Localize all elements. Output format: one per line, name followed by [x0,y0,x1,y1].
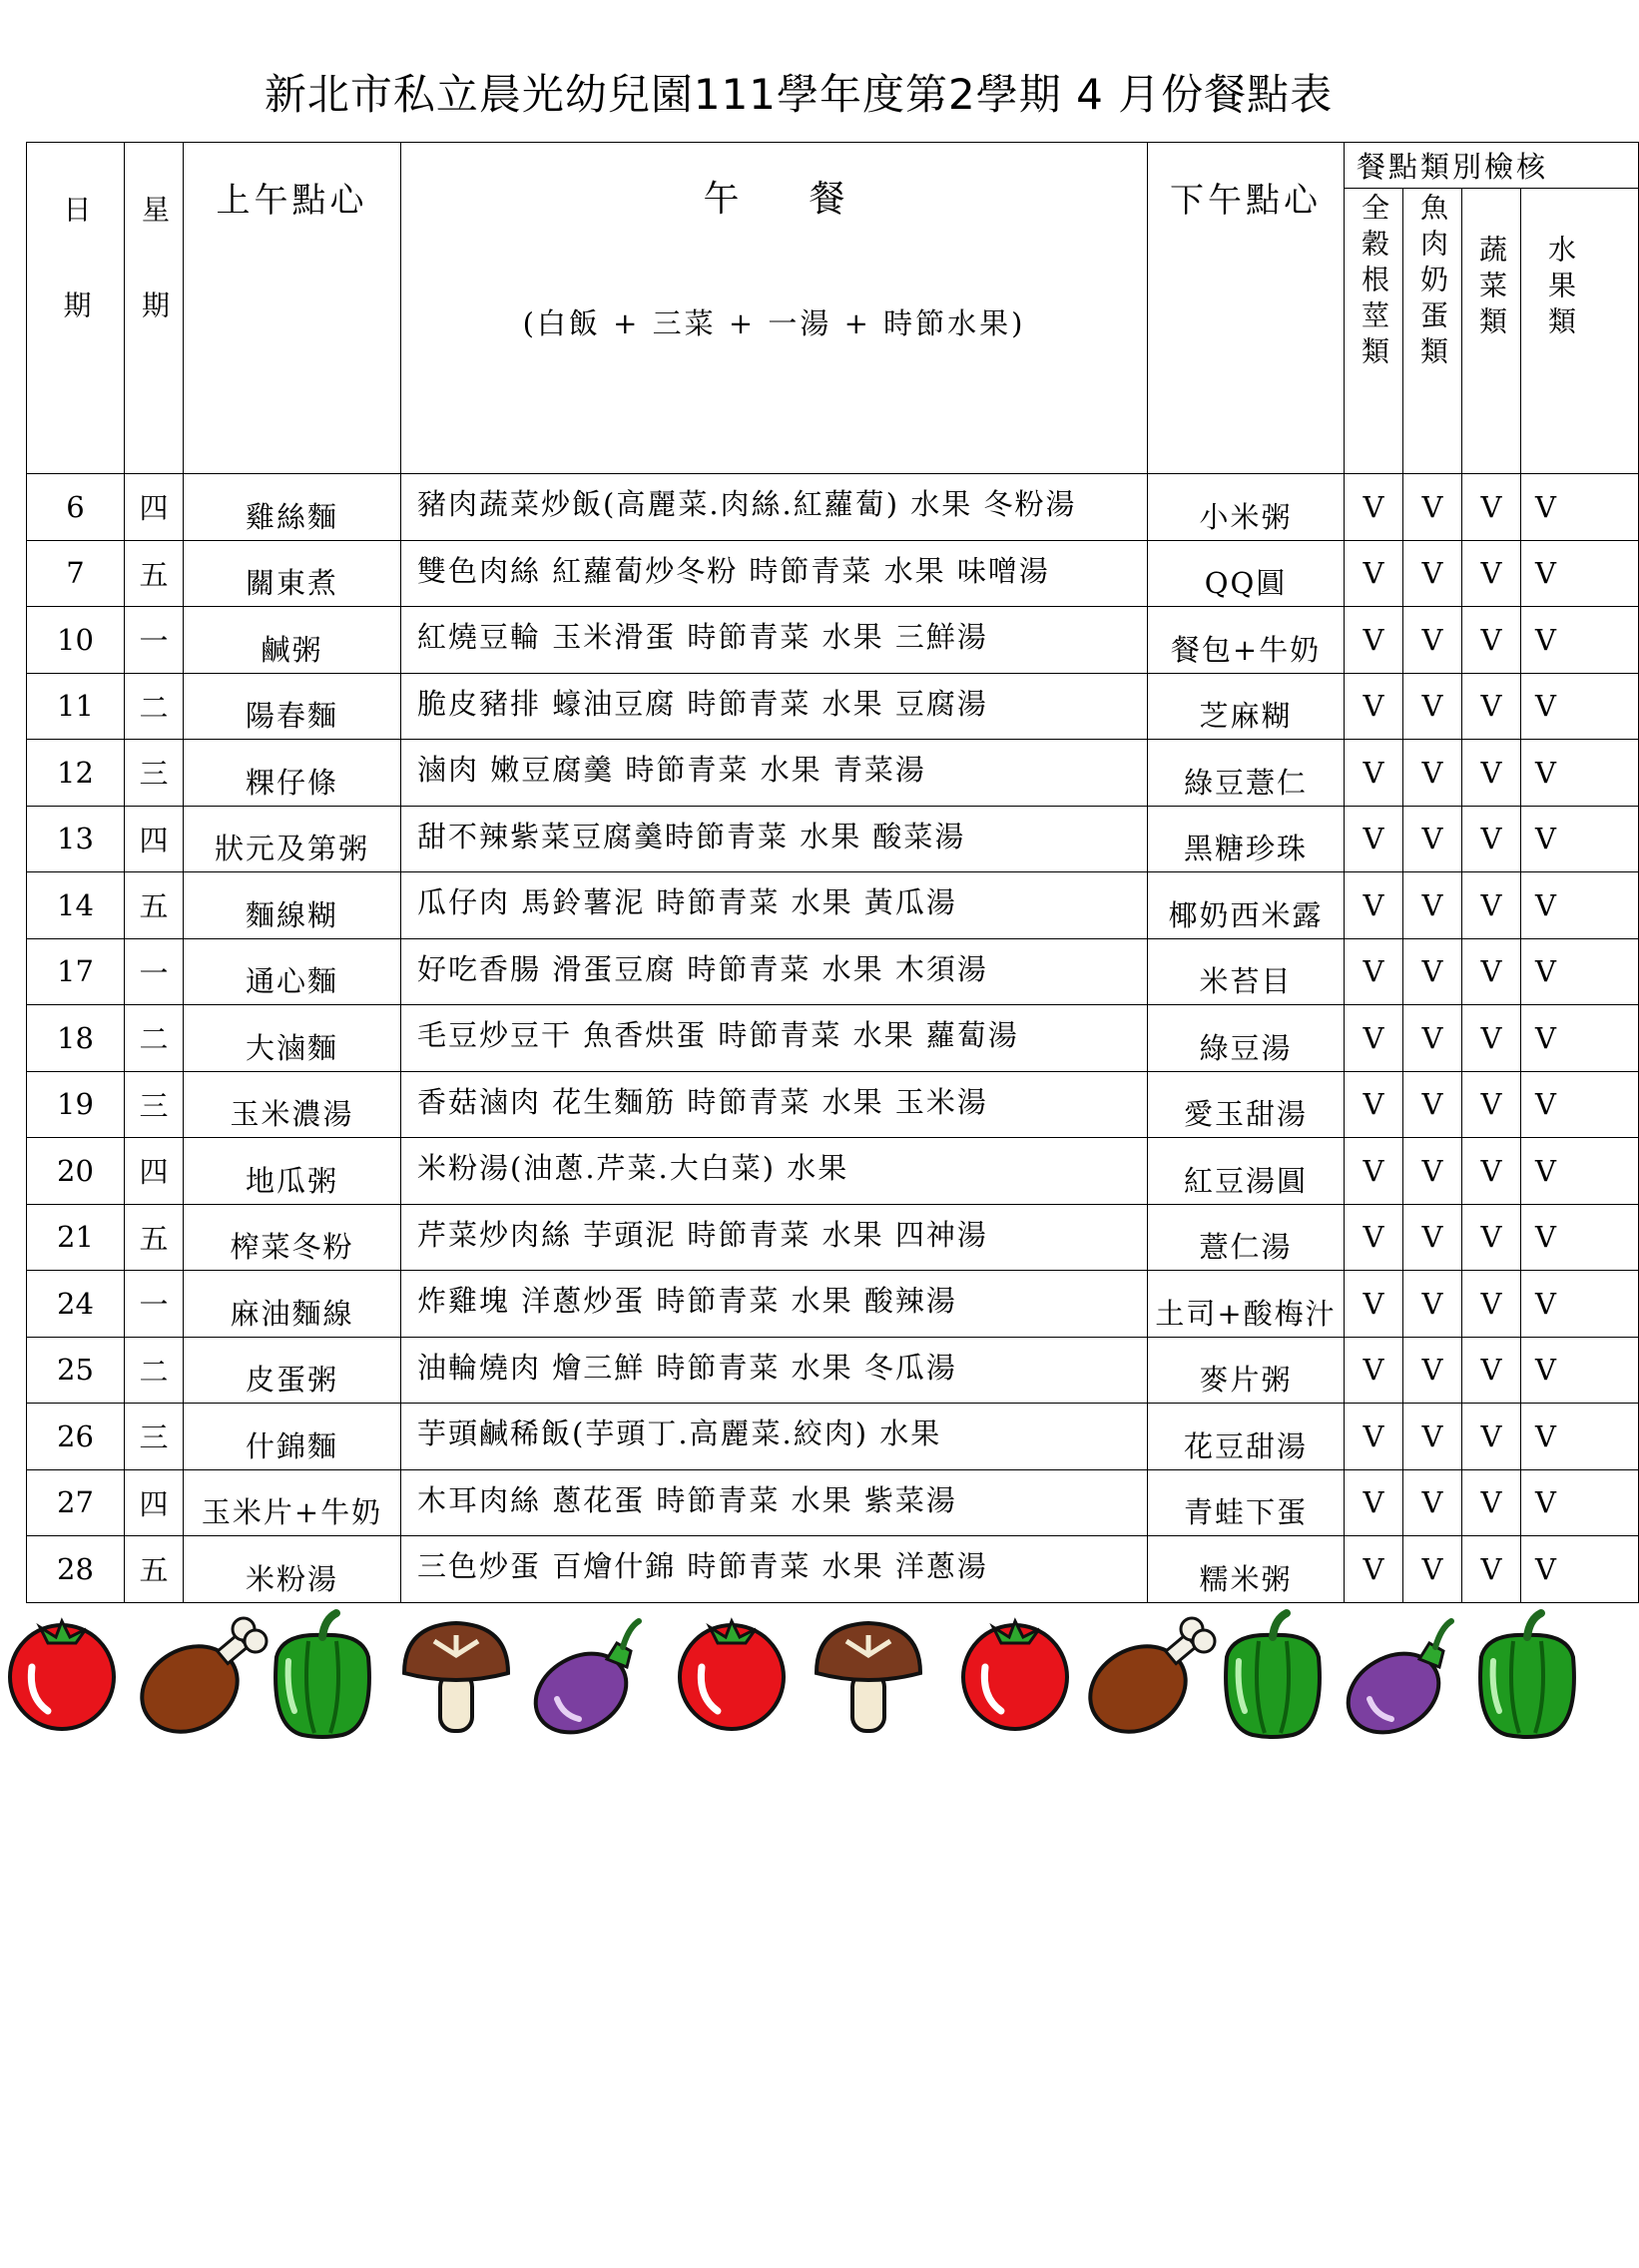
header-check-grain-label: 全穀根莖類 [1358,193,1390,372]
green-pepper-icon [275,1613,369,1737]
check-mark: V [1345,872,1403,939]
check-mark: V [1345,1404,1403,1470]
weekday-cell: 三 [125,1404,184,1470]
am-snack-cell: 皮蛋粥 [184,1337,401,1404]
date-cell: 6 [27,474,125,541]
header-weekday-label: 星期 [138,195,171,386]
check-mark: V [1521,1204,1639,1271]
check-mark: V [1521,740,1639,807]
pm-snack-cell: 糯米粥 [1148,1536,1345,1603]
check-mark: V [1462,1271,1521,1338]
lunch-cell: 米粉湯(油蔥.芹菜.大白菜) 水果 [401,1138,1148,1205]
weekday-cell: 二 [125,673,184,740]
date-cell: 25 [27,1337,125,1404]
am-snack-cell: 狀元及第粥 [184,806,401,872]
pm-snack-cell: 花豆甜湯 [1148,1404,1345,1470]
check-mark: V [1521,1404,1639,1470]
check-mark: V [1521,1271,1639,1338]
check-mark: V [1462,938,1521,1005]
table-row [27,806,1639,872]
lunch-cell: 紅燒豆輪 玉米滑蛋 時節青菜 水果 三鮮湯 [401,607,1148,674]
am-snack-cell: 大滷麵 [184,1005,401,1072]
weekday-cell: 四 [125,1138,184,1205]
weekday-cell: 二 [125,1337,184,1404]
pm-snack-cell: 青蛙下蛋 [1148,1469,1345,1536]
date-cell: 24 [27,1271,125,1338]
check-mark: V [1521,938,1639,1005]
check-mark: V [1521,673,1639,740]
check-mark: V [1345,1337,1403,1404]
check-mark: V [1403,607,1462,674]
tomato-icon [963,1621,1067,1729]
check-mark: V [1521,1536,1639,1603]
header-check-title: 餐點類別檢核 [1345,143,1639,189]
check-mark: V [1403,1469,1462,1536]
lunch-cell: 芋頭鹹稀飯(芋頭丁.高麗菜.絞肉) 水果 [401,1404,1148,1470]
date-cell: 17 [27,938,125,1005]
header-check-grain [1345,189,1403,474]
pm-snack-cell: 小米粥 [1148,474,1345,541]
check-mark: V [1521,474,1639,541]
table-row [27,872,1639,939]
date-cell: 12 [27,740,125,807]
date-cell: 18 [27,1005,125,1072]
lunch-cell: 滷肉 嫩豆腐羹 時節青菜 水果 青菜湯 [401,740,1148,807]
weekday-cell: 二 [125,1005,184,1072]
date-cell: 19 [27,1071,125,1138]
eggplant-icon [1334,1621,1452,1748]
pm-snack-cell: 紅豆湯圓 [1148,1138,1345,1205]
header-lunch [401,143,1148,474]
food-decoration-strip [0,1607,1554,1747]
weekday-cell: 五 [125,1204,184,1271]
table-row [27,673,1639,740]
check-mark: V [1521,872,1639,939]
check-mark: V [1462,872,1521,939]
check-mark: V [1345,607,1403,674]
pm-snack-cell: 薏仁湯 [1148,1204,1345,1271]
lunch-cell: 油輪燒肉 燴三鮮 時節青菜 水果 冬瓜湯 [401,1337,1148,1404]
header-pm-snack-label: 下午點心 [1170,181,1322,221]
header-check-fruit [1521,189,1639,474]
pm-snack-cell: 綠豆薏仁 [1148,740,1345,807]
table-row [27,1138,1639,1205]
am-snack-cell: 粿仔條 [184,740,401,807]
table-row [27,607,1639,674]
check-mark: V [1403,474,1462,541]
drumstick-icon [127,1618,267,1749]
check-mark: V [1462,1536,1521,1603]
check-mark: V [1345,1536,1403,1603]
am-snack-cell: 通心麵 [184,938,401,1005]
check-mark: V [1345,740,1403,807]
check-mark: V [1345,1005,1403,1072]
table-row [27,1404,1639,1470]
header-check-protein [1403,189,1462,474]
date-cell: 14 [27,872,125,939]
weekday-cell: 一 [125,938,184,1005]
pm-snack-cell: 餐包+牛奶 [1148,607,1345,674]
lunch-cell: 木耳肉絲 蔥花蛋 時節青菜 水果 紫菜湯 [401,1469,1148,1536]
lunch-cell: 芹菜炒肉絲 芋頭泥 時節青菜 水果 四神湯 [401,1204,1148,1271]
check-mark: V [1403,1204,1462,1271]
check-mark: V [1462,474,1521,541]
check-mark: V [1345,1469,1403,1536]
header-check-protein-label: 魚肉奶蛋類 [1416,193,1449,372]
check-mark: V [1403,1005,1462,1072]
weekday-cell: 三 [125,740,184,807]
check-mark: V [1462,1071,1521,1138]
drumstick-icon [1075,1618,1215,1749]
green-pepper-icon [1226,1613,1320,1737]
table-row [27,1204,1639,1271]
weekday-cell: 一 [125,607,184,674]
pm-snack-cell: 椰奶西米露 [1148,872,1345,939]
date-cell: 27 [27,1469,125,1536]
check-mark: V [1403,740,1462,807]
check-mark: V [1345,1271,1403,1338]
table-row [27,1005,1639,1072]
lunch-cell: 三色炒蛋 百燴什錦 時節青菜 水果 洋蔥湯 [401,1536,1148,1603]
header-check-veg-label: 蔬菜類 [1475,235,1508,342]
mushroom-icon [404,1623,508,1731]
weekday-cell: 五 [125,1536,184,1603]
check-mark: V [1345,806,1403,872]
table-row [27,1337,1639,1404]
check-mark: V [1403,1404,1462,1470]
table-row [27,1271,1639,1338]
check-mark: V [1403,1071,1462,1138]
check-mark: V [1403,673,1462,740]
weekday-cell: 五 [125,540,184,607]
eggplant-icon [521,1621,640,1748]
check-mark: V [1462,1005,1521,1072]
check-mark: V [1403,540,1462,607]
am-snack-cell: 關東煮 [184,540,401,607]
am-snack-cell: 地瓜粥 [184,1138,401,1205]
date-cell: 11 [27,673,125,740]
check-mark: V [1403,1138,1462,1205]
header-am-snack [184,143,401,474]
date-cell: 20 [27,1138,125,1205]
date-cell: 26 [27,1404,125,1470]
lunch-cell: 脆皮豬排 蠔油豆腐 時節青菜 水果 豆腐湯 [401,673,1148,740]
table-row [27,1469,1639,1536]
lunch-cell: 瓜仔肉 馬鈴薯泥 時節青菜 水果 黃瓜湯 [401,872,1148,939]
tomato-icon [680,1621,784,1729]
tomato-icon [10,1621,114,1729]
green-pepper-icon [1480,1613,1574,1737]
lunch-cell: 甜不辣紫菜豆腐羹時節青菜 水果 酸菜湯 [401,806,1148,872]
weekday-cell: 四 [125,806,184,872]
pm-snack-cell: 芝麻糊 [1148,673,1345,740]
pm-snack-cell: 綠豆湯 [1148,1005,1345,1072]
weekday-cell: 一 [125,1271,184,1338]
check-mark: V [1462,540,1521,607]
lunch-cell: 香菇滷肉 花生麵筋 時節青菜 水果 玉米湯 [401,1071,1148,1138]
check-mark: V [1345,1071,1403,1138]
header-pm-snack [1148,143,1345,474]
check-mark: V [1403,1271,1462,1338]
check-mark: V [1345,938,1403,1005]
header-lunch-label: 午餐 [703,179,915,220]
check-mark: V [1462,607,1521,674]
check-mark: V [1521,1469,1639,1536]
check-mark: V [1521,806,1639,872]
am-snack-cell: 米粉湯 [184,1536,401,1603]
check-mark: V [1521,1337,1639,1404]
check-mark: V [1345,540,1403,607]
weekday-cell: 五 [125,872,184,939]
table-row [27,938,1639,1005]
check-mark: V [1345,673,1403,740]
table-row [27,474,1639,541]
am-snack-cell: 鹹粥 [184,607,401,674]
check-mark: V [1403,872,1462,939]
check-mark: V [1403,1536,1462,1603]
check-mark: V [1403,806,1462,872]
weekday-cell: 四 [125,1469,184,1536]
check-mark: V [1345,1204,1403,1271]
header-lunch-sub: (白飯 + 三菜 + 一湯 + 時節水果) [522,306,1026,340]
am-snack-cell: 麻油麵線 [184,1271,401,1338]
lunch-cell: 豬肉蔬菜炒飯(高麗菜.肉絲.紅蘿蔔) 水果 冬粉湯 [401,474,1148,541]
header-check-fruit-label: 水果類 [1544,235,1577,342]
mushroom-icon [817,1623,920,1731]
table-row [27,740,1639,807]
lunch-cell: 雙色肉絲 紅蘿蔔炒冬粉 時節青菜 水果 味噌湯 [401,540,1148,607]
check-mark: V [1521,1071,1639,1138]
check-mark: V [1521,1005,1639,1072]
am-snack-cell: 陽春麵 [184,673,401,740]
pm-snack-cell: 愛玉甜湯 [1148,1071,1345,1138]
table-row [27,540,1639,607]
check-mark: V [1521,607,1639,674]
check-mark: V [1462,1404,1521,1470]
am-snack-cell: 玉米片+牛奶 [184,1469,401,1536]
check-mark: V [1462,1138,1521,1205]
check-mark: V [1521,540,1639,607]
am-snack-cell: 玉米濃湯 [184,1071,401,1138]
check-mark: V [1462,1469,1521,1536]
date-cell: 10 [27,607,125,674]
date-cell: 28 [27,1536,125,1603]
header-date-label: 日期 [59,195,93,386]
check-mark: V [1462,673,1521,740]
page-title: 新北市私立晨光幼兒園111學年度第2學期 4 月份餐點表 [264,70,1334,119]
check-mark: V [1462,1337,1521,1404]
header-check-veg [1462,189,1521,474]
pm-snack-cell: 土司+酸梅汁 [1148,1271,1345,1338]
header-weekday [125,143,184,474]
check-mark: V [1462,740,1521,807]
am-snack-cell: 麵線糊 [184,872,401,939]
date-cell: 13 [27,806,125,872]
check-mark: V [1403,1337,1462,1404]
am-snack-cell: 雞絲麵 [184,474,401,541]
table-row [27,1536,1639,1603]
check-mark: V [1462,806,1521,872]
lunch-cell: 毛豆炒豆干 魚香烘蛋 時節青菜 水果 蘿蔔湯 [401,1005,1148,1072]
pm-snack-cell: 黑糖珍珠 [1148,806,1345,872]
header-date [27,143,125,474]
pm-snack-cell: 米苔目 [1148,938,1345,1005]
weekday-cell: 四 [125,474,184,541]
check-mark: V [1345,474,1403,541]
check-mark: V [1521,1138,1639,1205]
date-cell: 7 [27,540,125,607]
table-row [27,1071,1639,1138]
date-cell: 21 [27,1204,125,1271]
pm-snack-cell: 麥片粥 [1148,1337,1345,1404]
am-snack-cell: 什錦麵 [184,1404,401,1470]
lunch-cell: 好吃香腸 滑蛋豆腐 時節青菜 水果 木須湯 [401,938,1148,1005]
check-mark: V [1462,1204,1521,1271]
check-mark: V [1345,1138,1403,1205]
pm-snack-cell: QQ圓 [1148,540,1345,607]
weekday-cell: 三 [125,1071,184,1138]
am-snack-cell: 榨菜冬粉 [184,1204,401,1271]
lunch-cell: 炸雞塊 洋蔥炒蛋 時節青菜 水果 酸辣湯 [401,1271,1148,1338]
header-am-snack-label: 上午點心 [216,181,368,221]
menu-table [26,142,1639,1603]
check-mark: V [1403,938,1462,1005]
